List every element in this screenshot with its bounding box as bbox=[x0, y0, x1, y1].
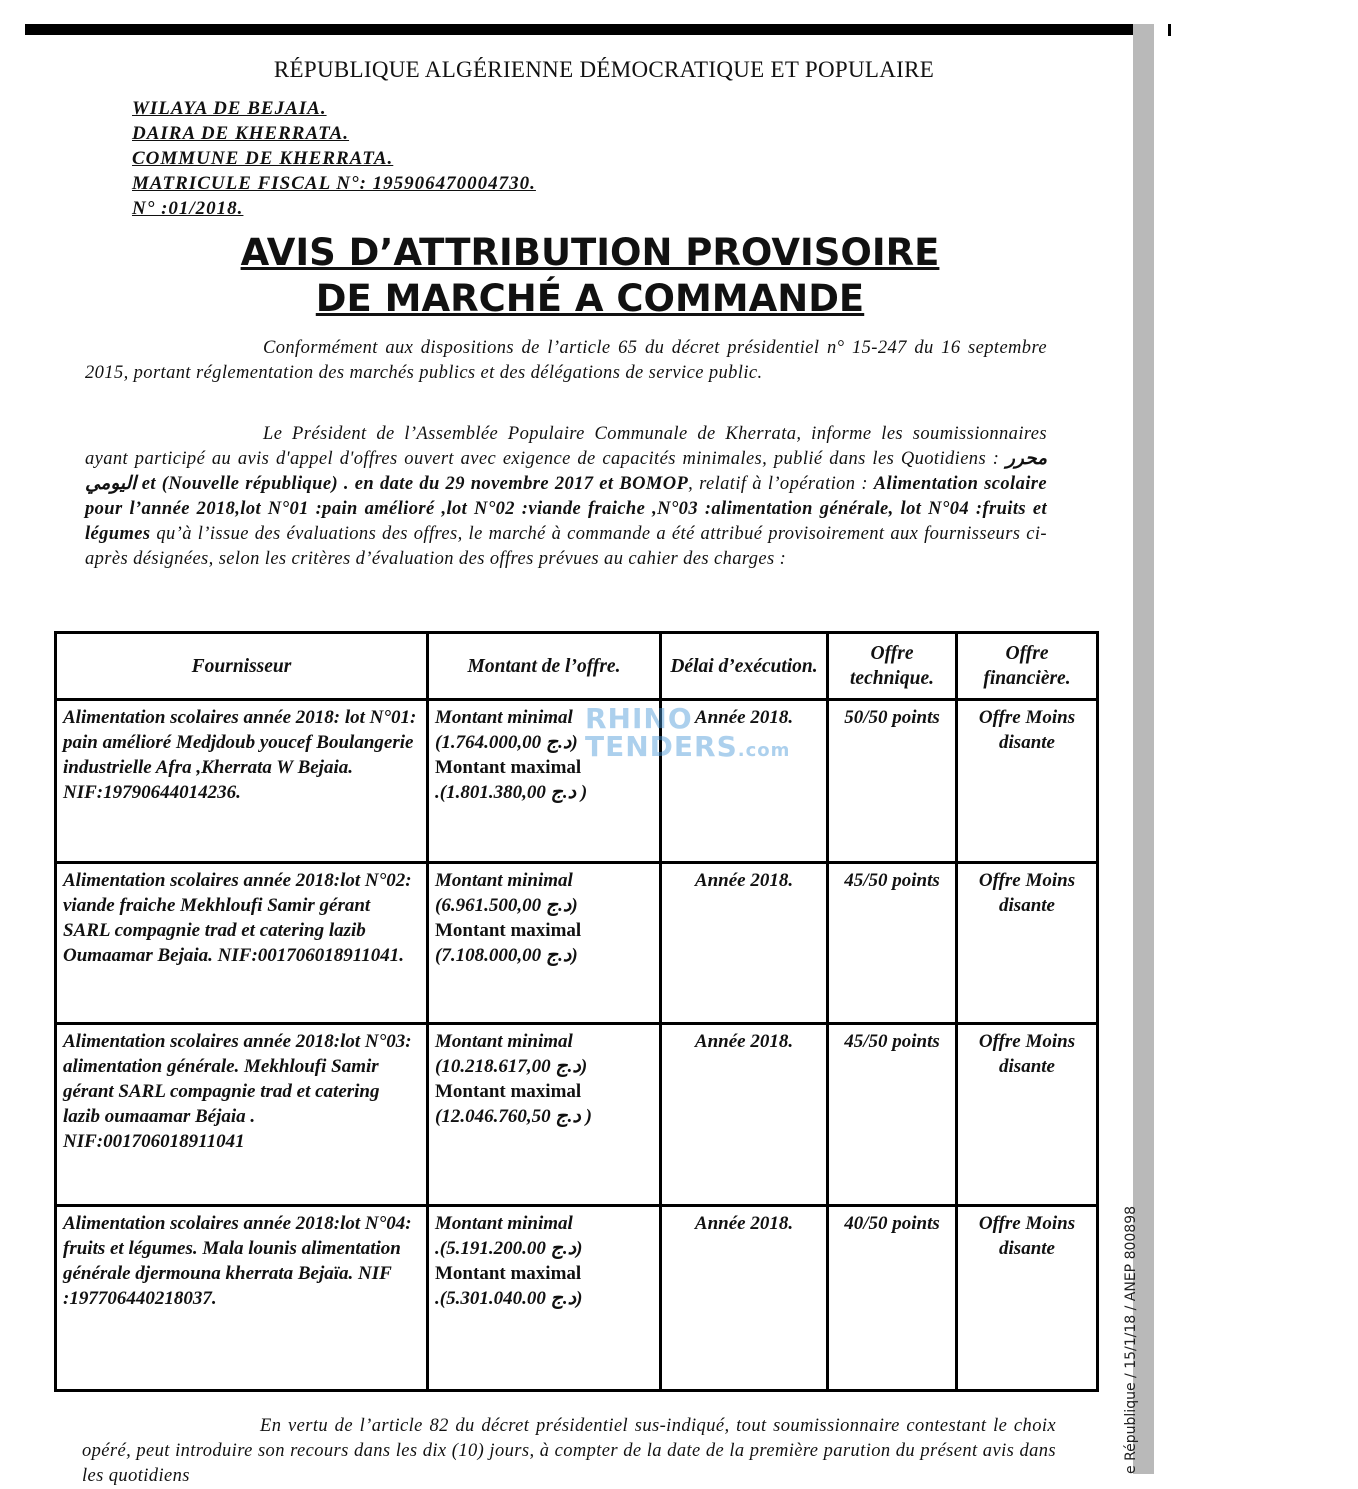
header-montant: Montant de l’offre. bbox=[428, 633, 661, 700]
country-heading: RÉPUBLIQUE ALGÉRIENNE DÉMOCRATIQUE ET POPULAIRE bbox=[273, 57, 935, 82]
para2-text-1: Le Président de l’Assemblée Populaire Communale de Kherrata, informe les soumissionnaires ayant participé au avis d'appel d'offres ouvert avec exigence de capacités minimales, publié dans les Quotidiens : bbox=[85, 424, 1047, 469]
cell-financiere: Offre Moins disante bbox=[957, 1024, 1098, 1206]
cell-technique: 40/50 points bbox=[828, 1206, 957, 1391]
title-line-1: AVIS D’ATTRIBUTION PROVISOIRE bbox=[240, 231, 940, 274]
min-label: Montant minimal bbox=[435, 870, 573, 891]
min-value: .(د.ج 5.191.200.00) bbox=[435, 1238, 583, 1259]
watermark-word: TENDERS bbox=[585, 730, 738, 763]
cell-montant bbox=[428, 1206, 661, 1391]
cell-technique: 50/50 points bbox=[828, 700, 957, 863]
side-reference: e République / 15/1/18 / ANEP 800898 bbox=[1123, 1205, 1139, 1474]
min-label: Montant minimal bbox=[435, 1213, 573, 1234]
para2-text-3: , relatif à l’opération : bbox=[688, 474, 874, 494]
notice-title bbox=[120, 230, 1060, 322]
min-value: (د.ج 10.218.617,00) bbox=[435, 1056, 588, 1077]
numero-line: N° :01/2018. bbox=[132, 198, 244, 219]
max-label: Montant maximal bbox=[435, 1081, 582, 1102]
cell-financiere: Offre Moins disante bbox=[957, 863, 1098, 1024]
title-line-2: DE MARCHÉ A COMMANDE bbox=[315, 277, 865, 320]
table-row bbox=[56, 1206, 1098, 1391]
cell-delai: Année 2018. bbox=[661, 1206, 828, 1391]
watermark-line-1: RHINO bbox=[585, 702, 693, 735]
max-value: .(د.ج 5.301.040.00) bbox=[435, 1288, 583, 1309]
table-row bbox=[56, 1024, 1098, 1206]
max-value: (د.ج 12.046.760,50 ) bbox=[435, 1106, 592, 1127]
cell-technique: 45/50 points bbox=[828, 1024, 957, 1206]
cell-fournisseur: Alimentation scolaires année 2018:lot N°02: viande fraiche Mekhloufi Samir gérant SARL compagnie trad et catering lazib Oumaamar Bejaia. NIF:001706018911041. bbox=[56, 863, 428, 1024]
header-financiere: Offre financière. bbox=[957, 633, 1098, 700]
min-label: Montant minimal bbox=[435, 1031, 573, 1052]
daira-line: DAIRA DE KHERRATA. bbox=[132, 123, 350, 144]
watermark-logo bbox=[585, 702, 791, 765]
max-label: Montant maximal bbox=[435, 757, 582, 778]
header-delai: Délai d’exécution. bbox=[661, 633, 828, 700]
para2-text-4: qu’à l’issue des évaluations des offres, le marché à commande a été attribué provisoirement aux fournisseurs ci-après désignées, selon les critères d’évaluation des offres prévues au cahier des charges : bbox=[85, 524, 1047, 569]
cell-financiere: Offre Moins disante bbox=[957, 1206, 1098, 1391]
cell-montant bbox=[428, 1024, 661, 1206]
cell-delai: Année 2018. bbox=[661, 1024, 828, 1206]
para1-text: Conformément aux dispositions de l’article 65 du décret présidentiel n° 15-247 du 16 septembre 2015, portant réglementation des marchés publics et des délégations de service public. bbox=[85, 338, 1047, 383]
arabic-newspaper: محرر اليومي bbox=[85, 449, 1047, 494]
max-label: Montant maximal bbox=[435, 920, 582, 941]
watermark-line-2 bbox=[585, 730, 791, 765]
cell-montant bbox=[428, 863, 661, 1024]
cell-fournisseur: Alimentation scolaires année 2018:lot N°03: alimentation générale. Mekhloufi Samir gérant SARL compagnie trad et catering lazib oumaamar Béjaia . NIF:001706018911041 bbox=[56, 1024, 428, 1206]
min-value: (د.ج 1.764.000,00) bbox=[435, 732, 578, 753]
min-value: (د.ج 6.961.500,00) bbox=[435, 895, 578, 916]
para2-text-2: et (Nouvelle république) . en date du 29 novembre 2017 et bbox=[136, 474, 620, 494]
table-row bbox=[56, 700, 1098, 863]
cell-fournisseur: Alimentation scolaires année 2018:lot N°04: fruits et légumes. Mala lounis alimentation générale djermouna kherrata Bejaïa. NIF :197706440218037. bbox=[56, 1206, 428, 1391]
watermark-suffix: .com bbox=[737, 740, 791, 761]
wilaya-line: WILAYA DE BEJAIA. bbox=[132, 98, 327, 119]
matricule-line: MATRICULE FISCAL N°: 195906470004730. bbox=[132, 173, 536, 194]
award-table bbox=[54, 631, 1099, 1392]
cell-technique: 45/50 points bbox=[828, 863, 957, 1024]
cell-financiere: Offre Moins disante bbox=[957, 700, 1098, 863]
intro-paragraph-1 bbox=[85, 336, 1047, 386]
cell-delai: Année 2018. bbox=[661, 700, 828, 863]
closing-text: En vertu de l’article 82 du décret présidentiel sus-indiqué, tout soumissionnaire contestant le choix opéré, peut introduire son recours dans les dix (10) jours, à compter de la date de la première parution du présent avis dans les quotidiens bbox=[82, 1416, 1056, 1486]
bomop-label: BOMOP bbox=[619, 474, 689, 494]
corner-tick bbox=[1168, 24, 1171, 36]
closing-paragraph bbox=[82, 1414, 1056, 1489]
min-label: Montant minimal bbox=[435, 707, 573, 728]
table-row bbox=[56, 863, 1098, 1024]
operation-description: Alimentation scolaire pour l’année 2018,lot N°01 :pain amélioré ,lot N°02 :viande fraiche ,N°03 :alimentation générale, lot N°04 :fruits et légumes bbox=[85, 474, 1047, 544]
top-rule bbox=[25, 24, 1133, 35]
max-label: Montant maximal bbox=[435, 1263, 582, 1284]
cell-delai: Année 2018. bbox=[661, 863, 828, 1024]
intro-paragraph-2 bbox=[85, 422, 1047, 572]
commune-line: COMMUNE DE KHERRATA. bbox=[132, 148, 394, 169]
max-value: (د.ج 7.108.000,00) bbox=[435, 945, 578, 966]
cell-fournisseur: Alimentation scolaires année 2018: lot N°01: pain amélioré Medjdoub youcef Boulangerie industrielle Afra ,Kherrata W Bejaia. NIF:19790644014236. bbox=[56, 700, 428, 863]
administration-block bbox=[132, 96, 536, 221]
table-header-row bbox=[56, 633, 1098, 700]
header-technique: Offre technique. bbox=[828, 633, 957, 700]
max-value: .(د.ج 1.801.380,00 ) bbox=[435, 782, 588, 803]
header-fournisseur: Fournisseur bbox=[56, 633, 428, 700]
